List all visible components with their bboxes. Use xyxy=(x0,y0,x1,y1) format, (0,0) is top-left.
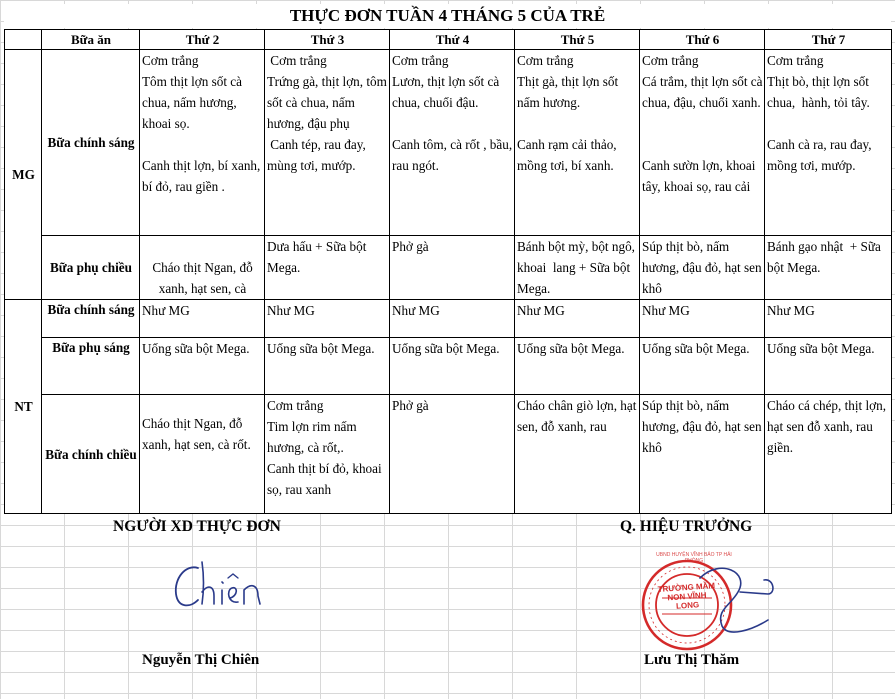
menu-cell: Cháo cá chép, thịt lợn, hạt sen đỗ xanh, rau giền. xyxy=(765,395,892,514)
menu-cell: Cháo thịt Ngan, đỗ xanh, hạt sen, cà xyxy=(140,236,265,300)
menu-cell: Cháo thịt Ngan, đỗ xanh, hạt sen, cà rốt. xyxy=(140,395,265,514)
meal-label: Bữa phụ chiều xyxy=(42,236,140,300)
author-signature xyxy=(168,556,288,616)
header-day-7: Thứ 7 xyxy=(765,30,892,50)
menu-cell: Uống sữa bột Mega. xyxy=(265,338,390,395)
header-day-5: Thứ 5 xyxy=(515,30,640,50)
header-day-6: Thứ 6 xyxy=(640,30,765,50)
menu-cell: Uống sữa bột Mega. xyxy=(140,338,265,395)
menu-cell: Như MG xyxy=(765,300,892,338)
menu-cell: Cơm trắng Tim lợn rim nấm hương, cà rốt,. Canh thịt bí đỏ, khoai sọ, rau xanh xyxy=(265,395,390,514)
group-mg: MG xyxy=(5,50,42,300)
menu-cell: Cơm trắng Tôm thịt lợn sốt cà chua, nấm hương, khoai sọ. Canh thịt lợn, bí xanh, bí đỏ, rau giền . xyxy=(140,50,265,236)
header-day-4: Thứ 4 xyxy=(390,30,515,50)
principal-name: Lưu Thị Thăm xyxy=(644,652,740,668)
menu-cell: Uống sữa bột Mega. xyxy=(765,338,892,395)
menu-cell: Cháo chân giò lợn, hạt sen, đỗ xanh, rau xyxy=(515,395,640,514)
menu-cell: Súp thịt bò, nấm hương, đậu đỏ, hạt sen khô xyxy=(640,395,765,514)
menu-cell: Phở gà xyxy=(390,395,515,514)
menu-cell: Dưa hấu + Sữa bột Mega. xyxy=(265,236,390,300)
header-empty xyxy=(5,30,42,50)
header-day-2: Thứ 2 xyxy=(140,30,265,50)
nt-snack-morning-row xyxy=(5,338,892,395)
nt-main-morning-row xyxy=(5,300,892,338)
menu-cell: Uống sữa bột Mega. xyxy=(515,338,640,395)
stamp-ring-text: UBND HUYỆN VĨNH BẢO TP HẢI PHÒNG xyxy=(656,552,732,564)
menu-cell: Bánh gạo nhật + Sữa bột Mega. xyxy=(765,236,892,300)
menu-cell: Phở gà xyxy=(390,236,515,300)
menu-cell: Như MG xyxy=(265,300,390,338)
menu-cell: Cơm trắng Cá trắm, thịt lợn sốt cà chua, đậu, chuối xanh. Canh sườn lợn, khoai tây, khoai sọ, rau cải xyxy=(640,50,765,236)
meal-label: Bữa chính sáng xyxy=(42,50,140,236)
menu-cell: Như MG xyxy=(140,300,265,338)
meal-label: Bữa phụ sáng xyxy=(42,338,140,395)
group-nt: NT xyxy=(5,300,42,514)
mg-snack-afternoon-row xyxy=(5,236,892,300)
meal-label: Bữa chính chiều xyxy=(42,395,140,514)
menu-cell: Súp thịt bò, nấm hương, đậu đỏ, hạt sen khô xyxy=(640,236,765,300)
menu-cell: Như MG xyxy=(390,300,515,338)
meal-label: Bữa chính sáng xyxy=(42,300,140,338)
mg-main-morning-row xyxy=(5,50,892,236)
menu-cell: Uống sữa bột Mega. xyxy=(640,338,765,395)
menu-cell: Cơm trắng Lươn, thịt lợn sốt cà chua, chuối đậu. Canh tôm, cà rốt , bầu, rau ngót. xyxy=(390,50,515,236)
menu-cell: Như MG xyxy=(640,300,765,338)
header-day-3: Thứ 3 xyxy=(265,30,390,50)
stamp-text: TRƯỜNG MẦM NON VĨNH LONG xyxy=(657,581,716,611)
nt-main-afternoon-row xyxy=(5,395,892,514)
menu-cell: Như MG xyxy=(515,300,640,338)
principal-title: Q. HIỆU TRƯỞNG xyxy=(620,518,753,535)
author-name: Nguyễn Thị Chiên xyxy=(142,652,260,668)
menu-cell: Uống sữa bột Mega. xyxy=(390,338,515,395)
menu-author-title: NGƯỜI XD THỰC ĐƠN xyxy=(113,518,281,535)
header-row xyxy=(5,30,892,50)
menu-cell: Cơm trắng Thịt bò, thịt lợn sốt chua, hành, tỏi tây. Canh cà ra, rau đay, mồng tơi, mướp. xyxy=(765,50,892,236)
menu-table xyxy=(4,29,892,514)
header-meal: Bữa ăn xyxy=(42,30,140,50)
menu-cell: Cơm trắng Trứng gà, thịt lợn, tôm sốt cà chua, nấm hương, đậu phụ Canh tép, rau đay, mùng tơi, mướp. xyxy=(265,50,390,236)
menu-cell: Cơm trắng Thịt gà, thịt lợn sốt nấm hương. Canh rạm cải thảo, mồng tơi, bí xanh. xyxy=(515,50,640,236)
menu-cell: Bánh bột mỳ, bột ngô, khoai lang + Sữa bột Mega. xyxy=(515,236,640,300)
sheet-title: THỰC ĐƠN TUẦN 4 THÁNG 5 CỦA TRẺ xyxy=(4,4,891,28)
